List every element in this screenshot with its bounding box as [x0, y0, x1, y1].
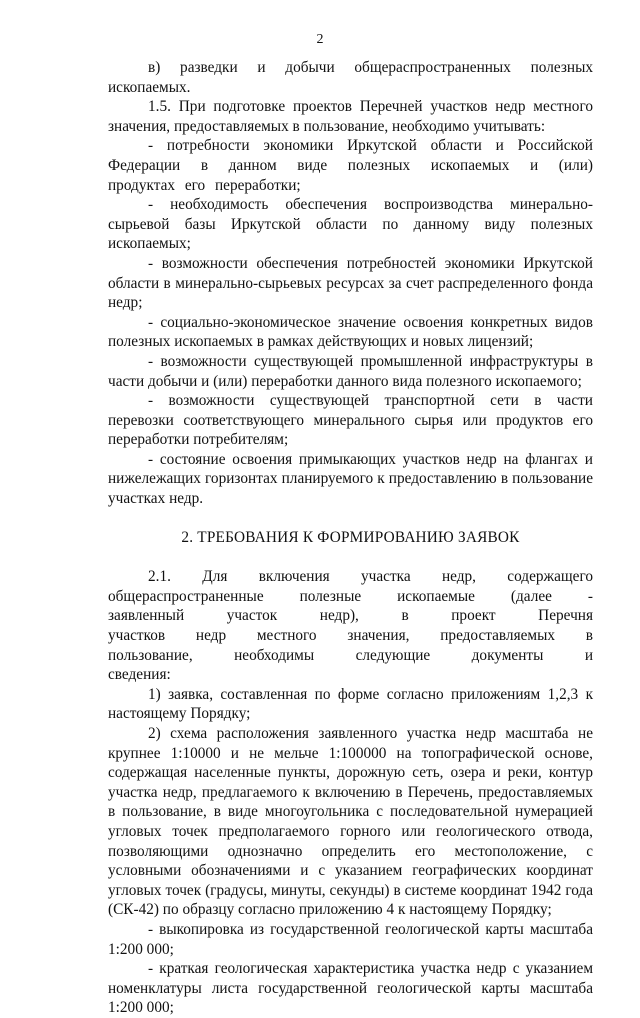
paragraph: - возможности существующей транспортной сети в части перевозки соответствующего минерального сырья или продуктов его переработки потребителям;: [108, 392, 593, 449]
paragraph: - выкопировка из государственной геологической карты масштаба 1:200 000;: [108, 920, 593, 958]
paragraph: - состояние освоения примыкающих участков недр на флангах и нижележащих горизонтах планируемого к предоставлению в пользование участках недр.: [108, 450, 593, 508]
paragraph: - возможности обеспечения потребностей экономики Иркутской области в минерально-сырьевых ресурсах за счет распределенного фонда недр;: [108, 254, 593, 312]
paragraph: 1.5. При подготовке проектов Перечней участков недр местного значения, предоставляемых в пользование, необходимо учитывать:: [108, 98, 593, 135]
paragraph: - социально-экономическое значение освоения конкретных видов полезных ископаемых в рамках действующих и новых лицензий;: [108, 313, 593, 351]
paragraph: 2) схема расположения заявленного участка недр масштаба не крупнее 1:10000 и не мельче 1:100000 на топографической основе, содержащая населенные пункты, дорожную сеть, озера и реки, контур участка недр, предлагаемого к включению в Перечень, предоставляемых в пользование, в виде многоугольника с последовательной нумерацией угловых точек предполагаемого горного или геологического отвода, позволяющими однозначно определить его местоположение, с условными обозначениями и с указанием географических координат угловых точек (градусы, минуты, секунды) в системе координат 1942 года (СК-42) по образцу согласно приложению 4 к настоящему Порядку;: [108, 725, 593, 919]
paragraph: 1) заявка, составленная по форме согласно приложениям 1,2,3 к настоящему Порядку;: [108, 685, 593, 723]
document-body: [108, 58, 593, 1018]
page-number: 2: [316, 32, 324, 47]
paragraph: - возможности существующей промышленной инфраструктуры в части добычи и (или) переработки данного вида полезного ископаемого;: [108, 352, 593, 390]
paragraph: в) разведки и добычи общераспространенных полезных ископаемых.: [108, 59, 593, 96]
paragraph: - краткая геологическая характеристика участка недр с указанием номенклатуры листа государственной геологической карты масштаба 1:200 000;: [108, 960, 593, 1017]
section-heading: 2. ТРЕБОВАНИЯ К ФОРМИРОВАНИЮ ЗАЯВОК: [181, 528, 520, 546]
paragraph: - необходимость обеспечения воспроизводства минерально-сырьевой базы Иркутской области по данному виду полезных ископаемых;: [108, 196, 593, 253]
paragraph: 2.1. Для включения участка недр, содержащего общераспространенные полезные ископаемые (далее - заявленный участок недр), в проект Перечня участков недр местного значения, предоставляемых в пользование, необходимы следующие документы и сведения:: [108, 568, 593, 684]
paragraph: - потребности экономики Иркутской области и Российской Федерации в данном виде полезных ископаемых и (или) продуктах его переработки;: [108, 137, 593, 194]
